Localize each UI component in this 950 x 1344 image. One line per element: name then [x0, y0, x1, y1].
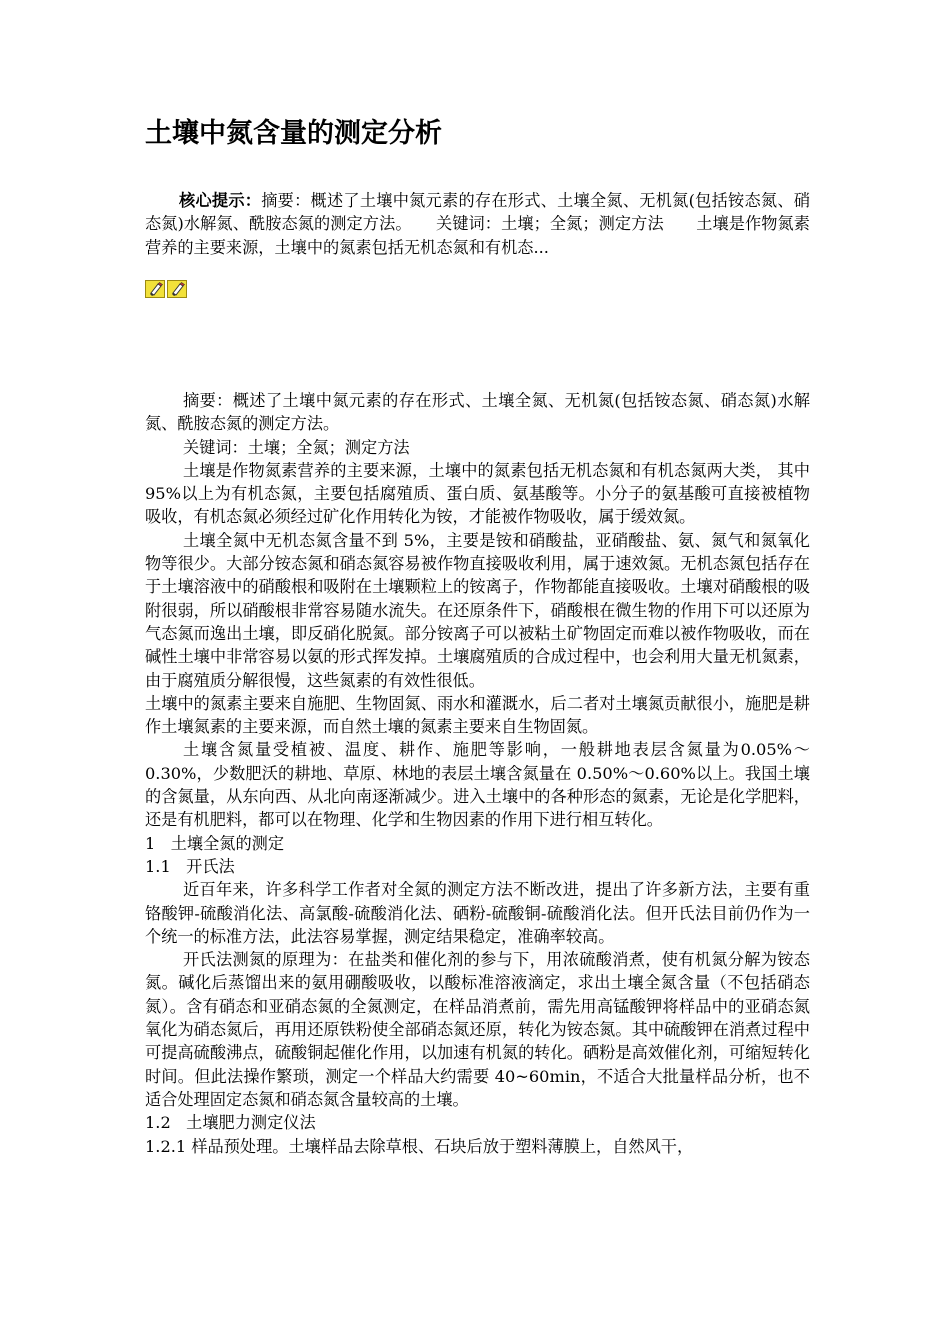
summary-text: 摘要：概述了土壤中氮元素的存在形式、土壤全氮、无机氮(包括铵态氮、硝态氮)水解氮、酰胺态氮的测定方法。 关键词：土壤；全氮；测定方法 土壤是作物氮素营养的主要来源，土壤中的氮素包括无机态氮和有机态... — [145, 191, 810, 257]
section-heading: 1 土壤全氮的测定 — [145, 833, 285, 853]
paragraph: 土壤含氮量受植被、温度、耕作、施肥等影响，一般耕地表层含氮量为0.05%～0.30%，少数肥沃的耕地、草原、林地的表层土壤含氮量在 0.50%～0.60%以上。我国土壤的含氮量，从东向西、从北向南逐渐减少。进入土壤中的各种形态的氮素，无论是化学肥料，还是有机肥料，都可以在物理、化学和生物因素的作用下进行相互转化。 — [145, 740, 810, 830]
toolbar-icons — [145, 280, 187, 300]
paragraph: 土壤中的氮素主要来自施肥、生物固氮、雨水和灌溉水，后二者对土壤氮贡献很小，施肥是耕作土壤氮素的主要来源，而自然土壤的氮素主要来自生物固氮。 — [145, 693, 810, 737]
edit-icon[interactable] — [167, 280, 187, 298]
paragraph: 近百年来，许多科学工作者对全氮的测定方法不断改进，提出了许多新方法，主要有重铬酸钾-硫酸消化法、高氯酸-硫酸消化法、硒粉-硫酸铜-硫酸消化法。但开氏法目前仍作为一个统一的标准方法，此法容易掌握，测定结果稳定，准确率较高。 — [145, 880, 810, 946]
paragraph: 土壤全氮中无机态氮含量不到 5%，主要是铵和硝酸盐，亚硝酸盐、氨、氮气和氮氧化物等很少。大部分铵态氮和硝态氮容易被作物直接吸收利用，属于速效氮。无机态氮包括存在于土壤溶液中的硝酸根和吸附在土壤颗粒上的铵离子，作物都能直接吸收。土壤对硝酸根的吸附很弱，所以硝酸根非常容易随水流失。在还原条件下，硝酸根在微生物的作用下可以还原为气态氮而逸出土壤，即反硝化脱氮。部分铵离子可以被粘土矿物固定而难以被作物吸收，而在碱性土壤中非常容易以氨的形式挥发掉。土壤腐殖质的合成过程中，也会利用大量无机氮素，由于腐殖质分解很慢，这些氮素的有效性很低。 — [145, 530, 810, 690]
summary-block — [145, 189, 810, 259]
document-title: 土壤中氮含量的测定分析 — [145, 118, 442, 149]
paragraph: 关键词：土壤；全氮；测定方法 — [183, 437, 410, 457]
article-body — [145, 389, 810, 1158]
paragraph: 土壤是作物氮素营养的主要来源，土壤中的氮素包括无机态氮和有机态氮两大类， 其中95%以上为有机态氮，主要包括腐殖质、蛋白质、氨基酸等。小分子的氨基酸可直接被植物吸收，有机态氮必须经过矿化作用转化为铵，才能被作物吸收，属于缓效氮。 — [145, 460, 810, 527]
paragraph: 开氏法测氮的原理为：在盐类和催化剂的参与下，用浓硫酸消煮，使有机氮分解为铵态氮。碱化后蒸馏出来的氨用硼酸吸收，以酸标准溶液滴定，求出土壤全氮含量（不包括硝态氮）。含有硝态和亚硝态氮的全氮测定，在样品消煮前，需先用高锰酸钾将样品中的亚硝态氮氧化为硝态氮后，再用还原铁粉使全部硝态氮还原，转化为铵态氮。其中硫酸钾在消煮过程中可提高硫酸沸点，硫酸铜起催化作用，以加速有机氮的转化。硒粉是高效催化剂，可缩短转化时间。但此法操作繁琐，测定一个样品大约需要 40~60min，不适合大批量样品分析，也不适合处理固定态氮和硝态氮含量较高的土壤。 — [145, 950, 810, 1109]
edit-icon[interactable] — [145, 280, 165, 298]
section-heading: 1.2 土壤肥力测定仪法 — [145, 1113, 316, 1133]
section-heading: 1.1 开氏法 — [145, 856, 235, 876]
summary-label: 核心提示： — [179, 191, 262, 210]
paragraph: 摘要：概述了土壤中氮元素的存在形式、土壤全氮、无机氮(包括铵态氮、硝态氮)水解氮、酰胺态氮的测定方法。 — [145, 391, 810, 434]
paragraph: 1.2.1 样品预处理。土壤样品去除草根、石块后放于塑料薄膜上，自然风干， — [145, 1136, 694, 1156]
